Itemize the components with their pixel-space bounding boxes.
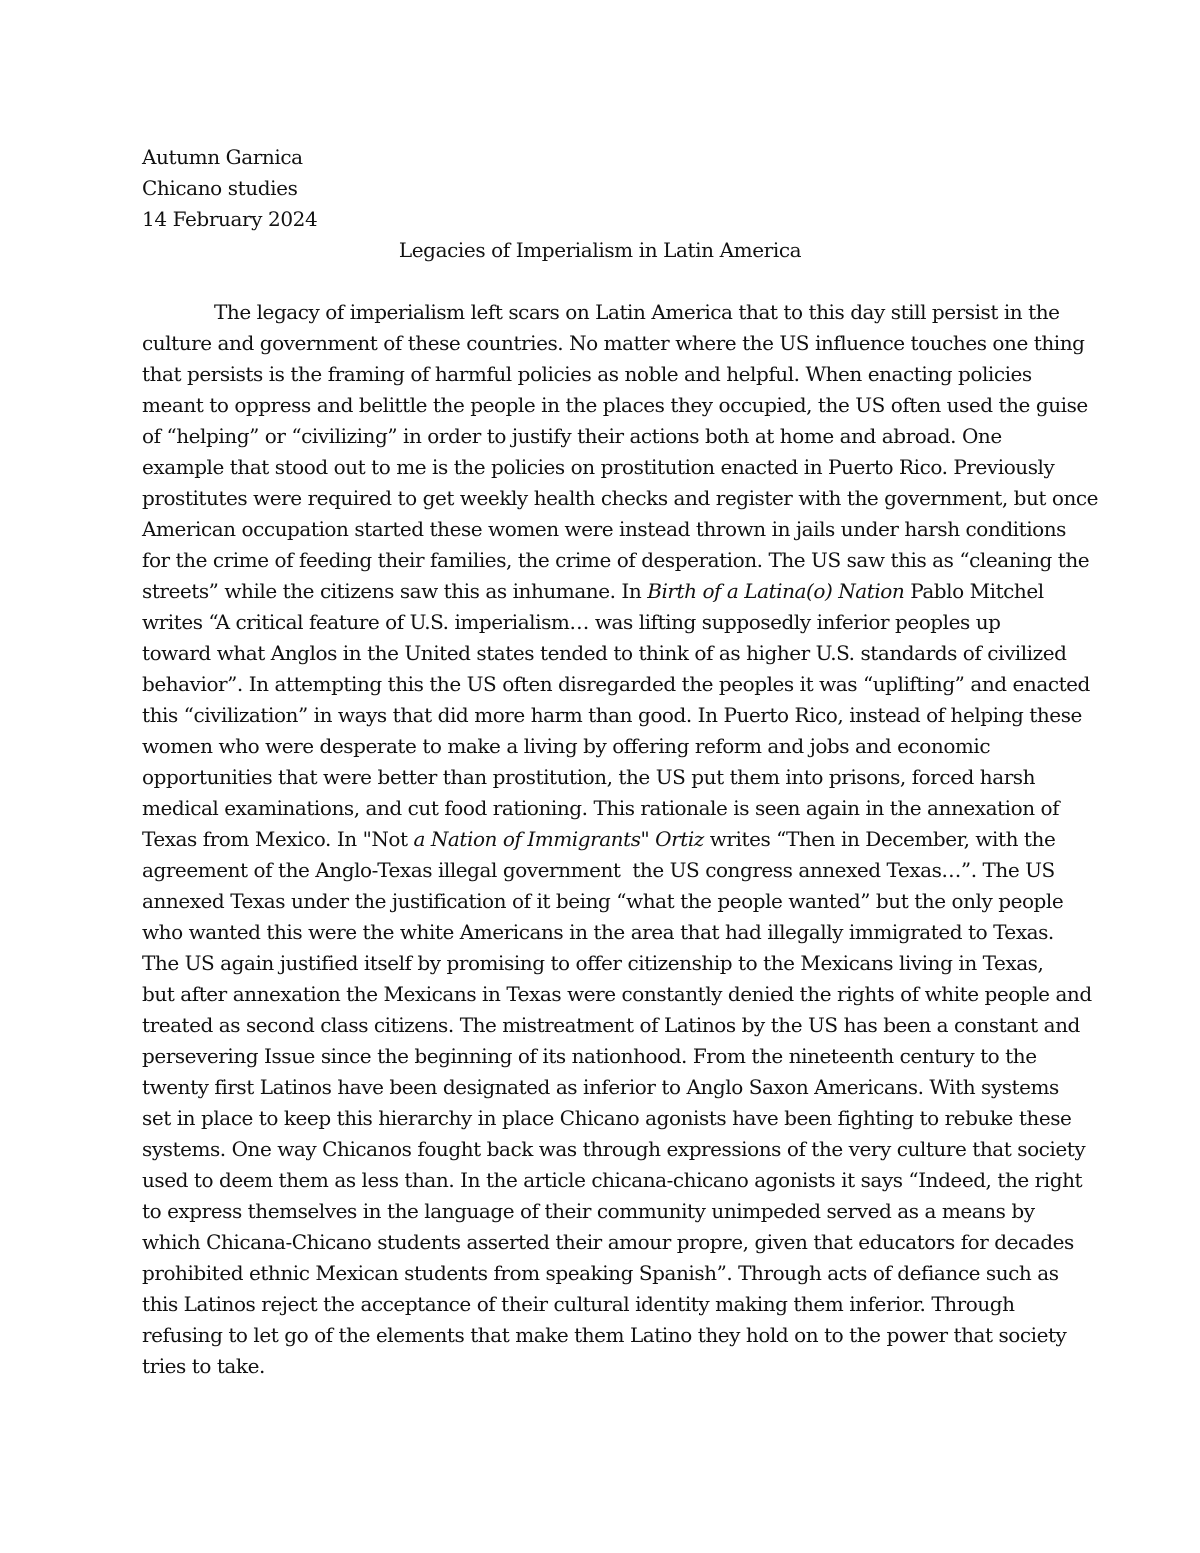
paragraph-line: annexed Texas under the justification of it being “what the people wanted” but the only people bbox=[142, 889, 1064, 913]
document-header bbox=[142, 142, 317, 235]
paragraph-line: refusing to let go of the elements that make them Latino they hold on to the power that society bbox=[142, 1323, 1067, 1347]
paragraph-line: systems. One way Chicanos fought back was through expressions of the very culture that society bbox=[142, 1137, 1086, 1161]
paragraph-line: The US again justified itself by promising to offer citizenship to the Mexicans living in Texas, bbox=[142, 951, 1044, 975]
paragraph-line: women who were desperate to make a living by offering reform and jobs and economic bbox=[142, 734, 991, 758]
paragraph-line: prohibited ethnic Mexican students from speaking Spanish”. Through acts of defiance such as bbox=[142, 1261, 1059, 1285]
paragraph-line: medical examinations, and cut food rationing. This rationale is seen again in the annexation of bbox=[142, 796, 1060, 820]
paragraph-line: agreement of the Anglo-Texas illegal government the US congress annexed Texas…”. The US bbox=[142, 858, 1055, 882]
line-text: streets” while the citizens saw this as inhumane. In bbox=[142, 579, 648, 603]
article-title-italic: a Nation of Immigrants" Ortiz bbox=[413, 827, 704, 851]
paragraph-line: which Chicana-Chicano students asserted their amour propre, given that educators for decades bbox=[142, 1230, 1074, 1254]
paragraph-line bbox=[142, 576, 1072, 607]
paragraph-line: persevering Issue since the beginning of its nationhood. From the nineteenth century to the bbox=[142, 1044, 1037, 1068]
line-text: writes “Then in December, with the bbox=[703, 827, 1056, 851]
paragraph-line bbox=[142, 824, 1072, 855]
paragraph-line: for the crime of feeding their families, the crime of desperation. The US saw this as “cleaning the bbox=[142, 548, 1090, 572]
book-title-italic: Birth of a Latina(o) Nation bbox=[647, 579, 905, 603]
paragraph-line: to express themselves in the language of their community unimpeded served as a means by bbox=[142, 1199, 1035, 1223]
paragraph-line: meant to oppress and belittle the people in the places they occupied, the US often used the guise bbox=[142, 393, 1088, 417]
paragraph-line: culture and government of these countries. No matter where the US influence touches one thing bbox=[142, 331, 1085, 355]
paragraph-line: of “helping” or “civilizing” in order to justify their actions both at home and abroad. One bbox=[142, 424, 1002, 448]
author-name: Autumn Garnica bbox=[142, 145, 303, 169]
paragraph-line: used to deem them as less than. In the article chicana-chicano agonists it says “Indeed, the right bbox=[142, 1168, 1083, 1192]
paragraph-line: tries to take. bbox=[142, 1354, 265, 1378]
paragraph-line: prostitutes were required to get weekly health checks and register with the government, but once bbox=[142, 486, 1099, 510]
essay-paragraph bbox=[142, 297, 1099, 1382]
paragraph-line: writes “A critical feature of U.S. imperialism… was lifting supposedly inferior peoples up bbox=[142, 610, 1001, 634]
document-date: 14 February 2024 bbox=[142, 207, 318, 231]
paragraph-line: opportunities that were better than prostitution, the US put them into prisons, forced harsh bbox=[142, 765, 1036, 789]
paragraph-line: toward what Anglos in the United states tended to think of as higher U.S. standards of civilized bbox=[142, 641, 1067, 665]
paragraph-line: this “civilization” in ways that did more harm than good. In Puerto Rico, instead of helping these bbox=[142, 703, 1082, 727]
paragraph-line: this Latinos reject the acceptance of their cultural identity making them inferior. Through bbox=[142, 1292, 1015, 1316]
paragraph-line: that persists is the framing of harmful policies as noble and helpful. When enacting policies bbox=[142, 362, 1032, 386]
paragraph-line: The legacy of imperialism left scars on Latin America that to this day still persist in the bbox=[214, 300, 1060, 324]
paragraph-line: example that stood out to me is the policies on prostitution enacted in Puerto Rico. Previously bbox=[142, 455, 1055, 479]
paragraph-line: who wanted this were the white Americans in the area that had illegally immigrated to Texas. bbox=[142, 920, 1054, 944]
course-name: Chicano studies bbox=[142, 176, 298, 200]
document-title: Legacies of Imperialism in Latin America bbox=[398, 238, 802, 262]
paragraph-line: treated as second class citizens. The mistreatment of Latinos by the US has been a constant and bbox=[142, 1013, 1080, 1037]
paragraph-line: set in place to keep this hierarchy in place Chicano agonists have been fighting to rebuke these bbox=[142, 1106, 1072, 1130]
line-text: Pablo Mitchel bbox=[904, 579, 1044, 603]
paragraph-line: American occupation started these women were instead thrown in jails under harsh conditions bbox=[142, 517, 1066, 541]
line-text: Texas from Mexico. In "Not bbox=[142, 827, 414, 851]
paragraph-line: but after annexation the Mexicans in Texas were constantly denied the rights of white people and bbox=[142, 982, 1092, 1006]
paragraph-line: behavior”. In attempting this the US often disregarded the peoples it was “uplifting” and enacted bbox=[142, 672, 1090, 696]
paragraph-line: twenty first Latinos have been designated as inferior to Anglo Saxon Americans. With systems bbox=[142, 1075, 1059, 1099]
